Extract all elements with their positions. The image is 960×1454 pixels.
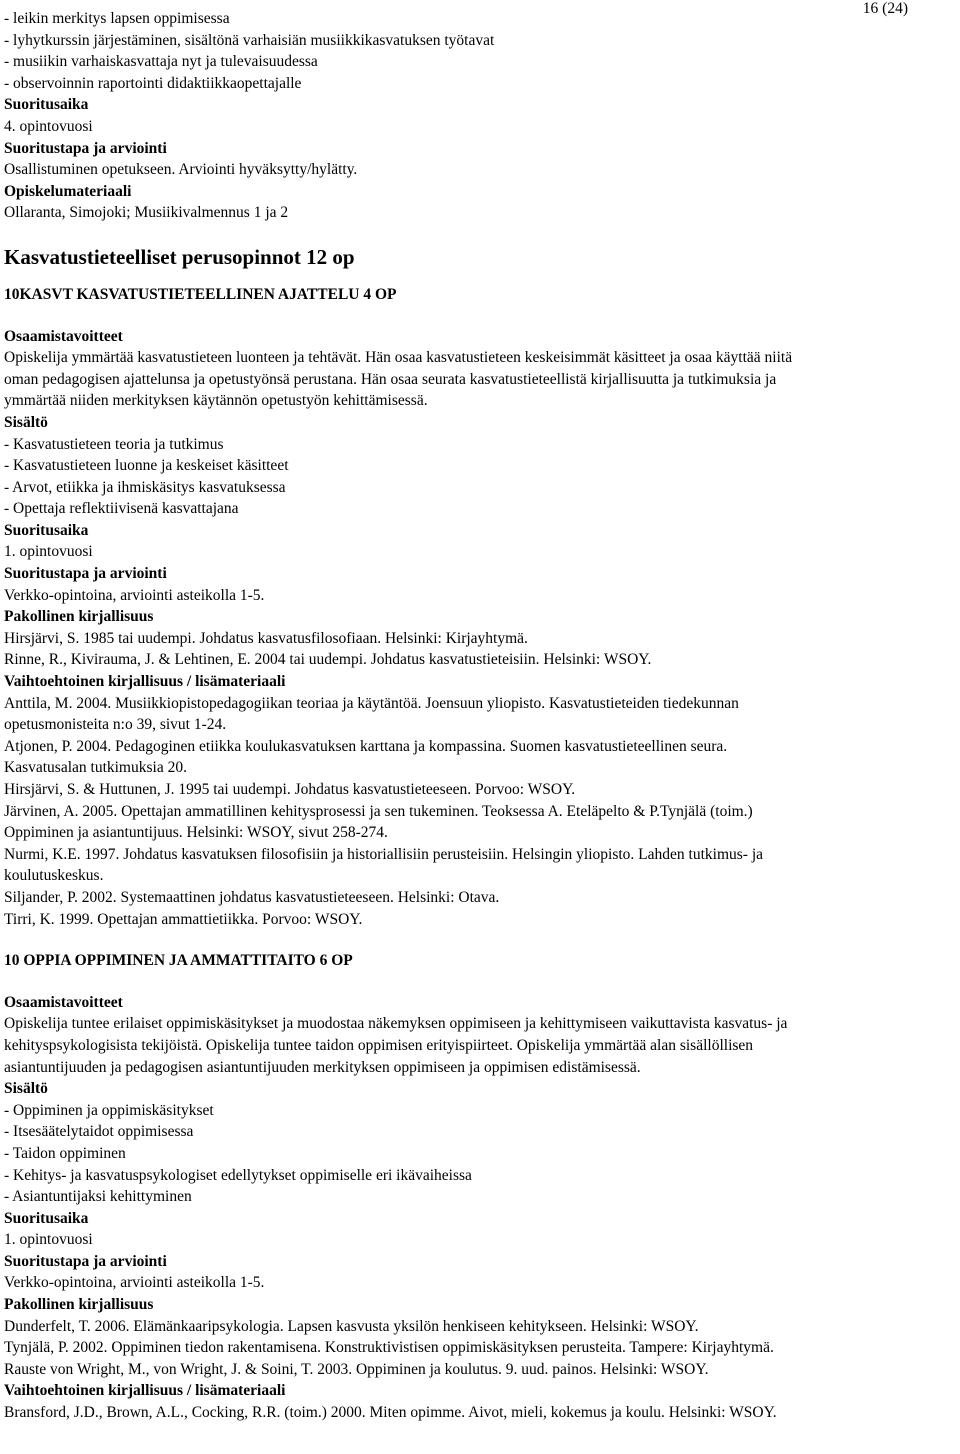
field-heading: Sisältö [4,1080,48,1098]
text-line: - Taidon oppiminen [4,1144,126,1162]
text-line: - lyhytkurssin järjestäminen, sisältönä varhaisiän musiikkikasvatuksen työtavat [4,31,495,49]
text-line: Anttila, M. 2004. Musiikkiopistopedagogiikan teoriaa ja käytäntöä. Joensuun yliopisto. Kasvatustieteiden tiedekunnan [4,694,739,712]
text-line: Järvinen, A. 2005. Opettajan ammatillinen kehitysprosessi ja sen tukeminen. Teoksessa A. Eteläpelto & P.Tynjälä (toim.) [4,802,753,820]
text-line: - Oppiminen ja oppimiskäsitykset [4,1101,214,1119]
course-kasvatustieteellinen-ajattelu [4,284,954,930]
top-section [4,8,954,224]
field-heading: Osaamistavoitteet [4,993,123,1011]
text-line: - Kasvatustieteen luonne ja keskeiset käsitteet [4,457,289,475]
course-body [4,992,954,1424]
text-line: Verkko-opintoina, arviointi asteikolla 1-5. [4,586,265,604]
field-heading: Suoritustapa ja arviointi [4,139,167,157]
text-line: oman pedagogisen ajattelunsa ja opetustyönsä perustana. Hän osaa seurata kasvatustieteellistä kirjallisuutta ja tutkimuksia ja [4,370,777,388]
field-heading: Suoritustapa ja arviointi [4,1252,167,1270]
field-heading: Suoritustapa ja arviointi [4,565,167,583]
text-line: - leikin merkitys lapsen oppimisessa [4,10,230,27]
text-line: Dunderfelt, T. 2006. Elämänkaaripsykologia. Lapsen kasvusta yksilön henkiseen kehitykseen. Helsinki: WSOY. [4,1317,699,1335]
text-line: Osallistuminen opetukseen. Arviointi hyväksytty/hylätty. [4,161,358,179]
page-number: 16 (24) [862,0,908,17]
page-content [4,8,954,1424]
text-line: Kasvatusalan tutkimuksia 20. [4,759,187,777]
text-line: Oppiminen ja asiantuntijuus. Helsinki: WSOY, sivut 258-274. [4,824,388,842]
text-line: Tirri, K. 1999. Opettajan ammattietiikka. Porvoo: WSOY. [4,910,363,928]
text-line: Opiskelija tuntee erilaiset oppimiskäsitykset ja muodostaa näkemyksen oppimiseen ja kehittymiseen vaikuttavista kasvatus- ja [4,1015,788,1033]
text-line: 1. opintovuosi [4,1231,93,1249]
text-line: - musiikin varhaiskasvattaja nyt ja tulevaisuudessa [4,53,318,71]
text-line: 1. opintovuosi [4,543,93,561]
text-line: Siljander, P. 2002. Systemaattinen johdatus kasvatustieteeseen. Helsinki: Otava. [4,888,500,906]
text-line: - Itsesäätelytaidot oppimisessa [4,1123,194,1141]
section-title: Kasvatustieteelliset perusopinnot 12 op [4,244,355,269]
text-line: - Kehitys- ja kasvatuspsykologiset edellytykset oppimiselle eri ikävaiheissa [4,1166,472,1184]
course-title: 10 OPPIA OPPIMINEN JA AMMATTITAITO 6 OP [4,952,353,970]
text-line: - Kasvatustieteen teoria ja tutkimus [4,435,224,453]
field-heading: Opiskelumateriaali [4,182,132,200]
text-line: koulutuskeskus. [4,867,104,885]
text-line: - Asiantuntijaksi kehittyminen [4,1188,192,1206]
text-line: Rinne, R., Kivirauma, J. & Lehtinen, E. 2004 tai uudempi. Johdatus kasvatustieteisiin. Helsinki: WSOY. [4,651,652,669]
field-heading: Suoritusaika [4,1209,89,1227]
course-oppia-oppiminen [4,950,954,1423]
text-line: Tynjälä, P. 2002. Oppiminen tiedon rakentamisena. Konstruktivistisen oppimiskäsityksen perusteita. Tampere: Kirjayhtymä. [4,1339,774,1357]
text-line: ymmärtää niiden merkityksen käytännön opetustyön kehittämisessä. [4,392,428,410]
text-line: Hirsjärvi, S. & Huttunen, J. 1995 tai uudempi. Johdatus kasvatustieteeseen. Porvoo: WSOY. [4,781,576,798]
text-line: Opiskelija ymmärtää kasvatustieteen luonteen ja tehtävät. Hän osaa kasvatustieteen keskeisimmät käsitteet ja osaa käyttää niitä [4,349,793,367]
field-heading: Suoritusaika [4,521,89,539]
text-line: 4. opintovuosi [4,117,93,135]
text-line: Ollaranta, Simojoki; Musiikivalmennus 1 ja 2 [4,204,289,222]
field-heading: Suoritusaika [4,96,89,114]
text-line: Nurmi, K.E. 1997. Johdatus kasvatuksen filosofisiin ja historiallisiin perusteisiin. Helsingin yliopisto. Lahden tutkimus- ja [4,845,764,863]
text-line: opetusmonisteita n:o 39, sivut 1-24. [4,716,227,734]
text-line: Hirsjärvi, S. 1985 tai uudempi. Johdatus kasvatusfilosofiaan. Helsinki: Kirjayhtymä. [4,629,528,647]
text-line: asiantuntijuuden ja pedagogisen asiantuntijuuden merkityksen oppimiseen ja oppimisen edistämisessä. [4,1058,641,1076]
text-line: - Opettaja reflektiivisenä kasvattajana [4,500,239,518]
text-line: Bransford, J.D., Brown, A.L., Cocking, R.R. (toim.) 2000. Miten opimme. Aivot, mieli, kokemus ja koulu. Helsinki: WSOY. [4,1404,777,1422]
course-title: 10KASVT KASVATUSTIETEELLINEN AJATTELU 4 OP [4,285,397,303]
text-line: Verkko-opintoina, arviointi asteikolla 1-5. [4,1274,265,1292]
text-line: Atjonen, P. 2004. Pedagoginen etiikka koulukasvatuksen karttana ja kompassina. Suomen kasvatustieteellinen seura. [4,737,728,755]
course-body [4,326,954,931]
text-line: - Arvot, etiikka ja ihmiskäsitys kasvatuksessa [4,478,286,496]
field-heading: Osaamistavoitteet [4,327,123,345]
field-heading: Vaihtoehtoinen kirjallisuus / lisämateriaali [4,673,286,691]
text-line: kehityspsykologisista tekijöistä. Opiskelija tuntee taidon oppimisen erityispiirteet. Opiskelija ymmärtää alan sisällöllisen [4,1036,754,1054]
field-heading: Pakollinen kirjallisuus [4,1296,154,1314]
field-heading: Sisältö [4,413,48,431]
text-line: - observoinnin raportointi didaktiikkaopettajalle [4,74,302,92]
field-heading: Pakollinen kirjallisuus [4,608,154,626]
field-heading: Vaihtoehtoinen kirjallisuus / lisämateriaali [4,1382,286,1400]
text-line: Rauste von Wright, M., von Wright, J. & Soini, T. 2003. Oppiminen ja koulutus. 9. uud. painos. Helsinki: WSOY. [4,1360,709,1378]
